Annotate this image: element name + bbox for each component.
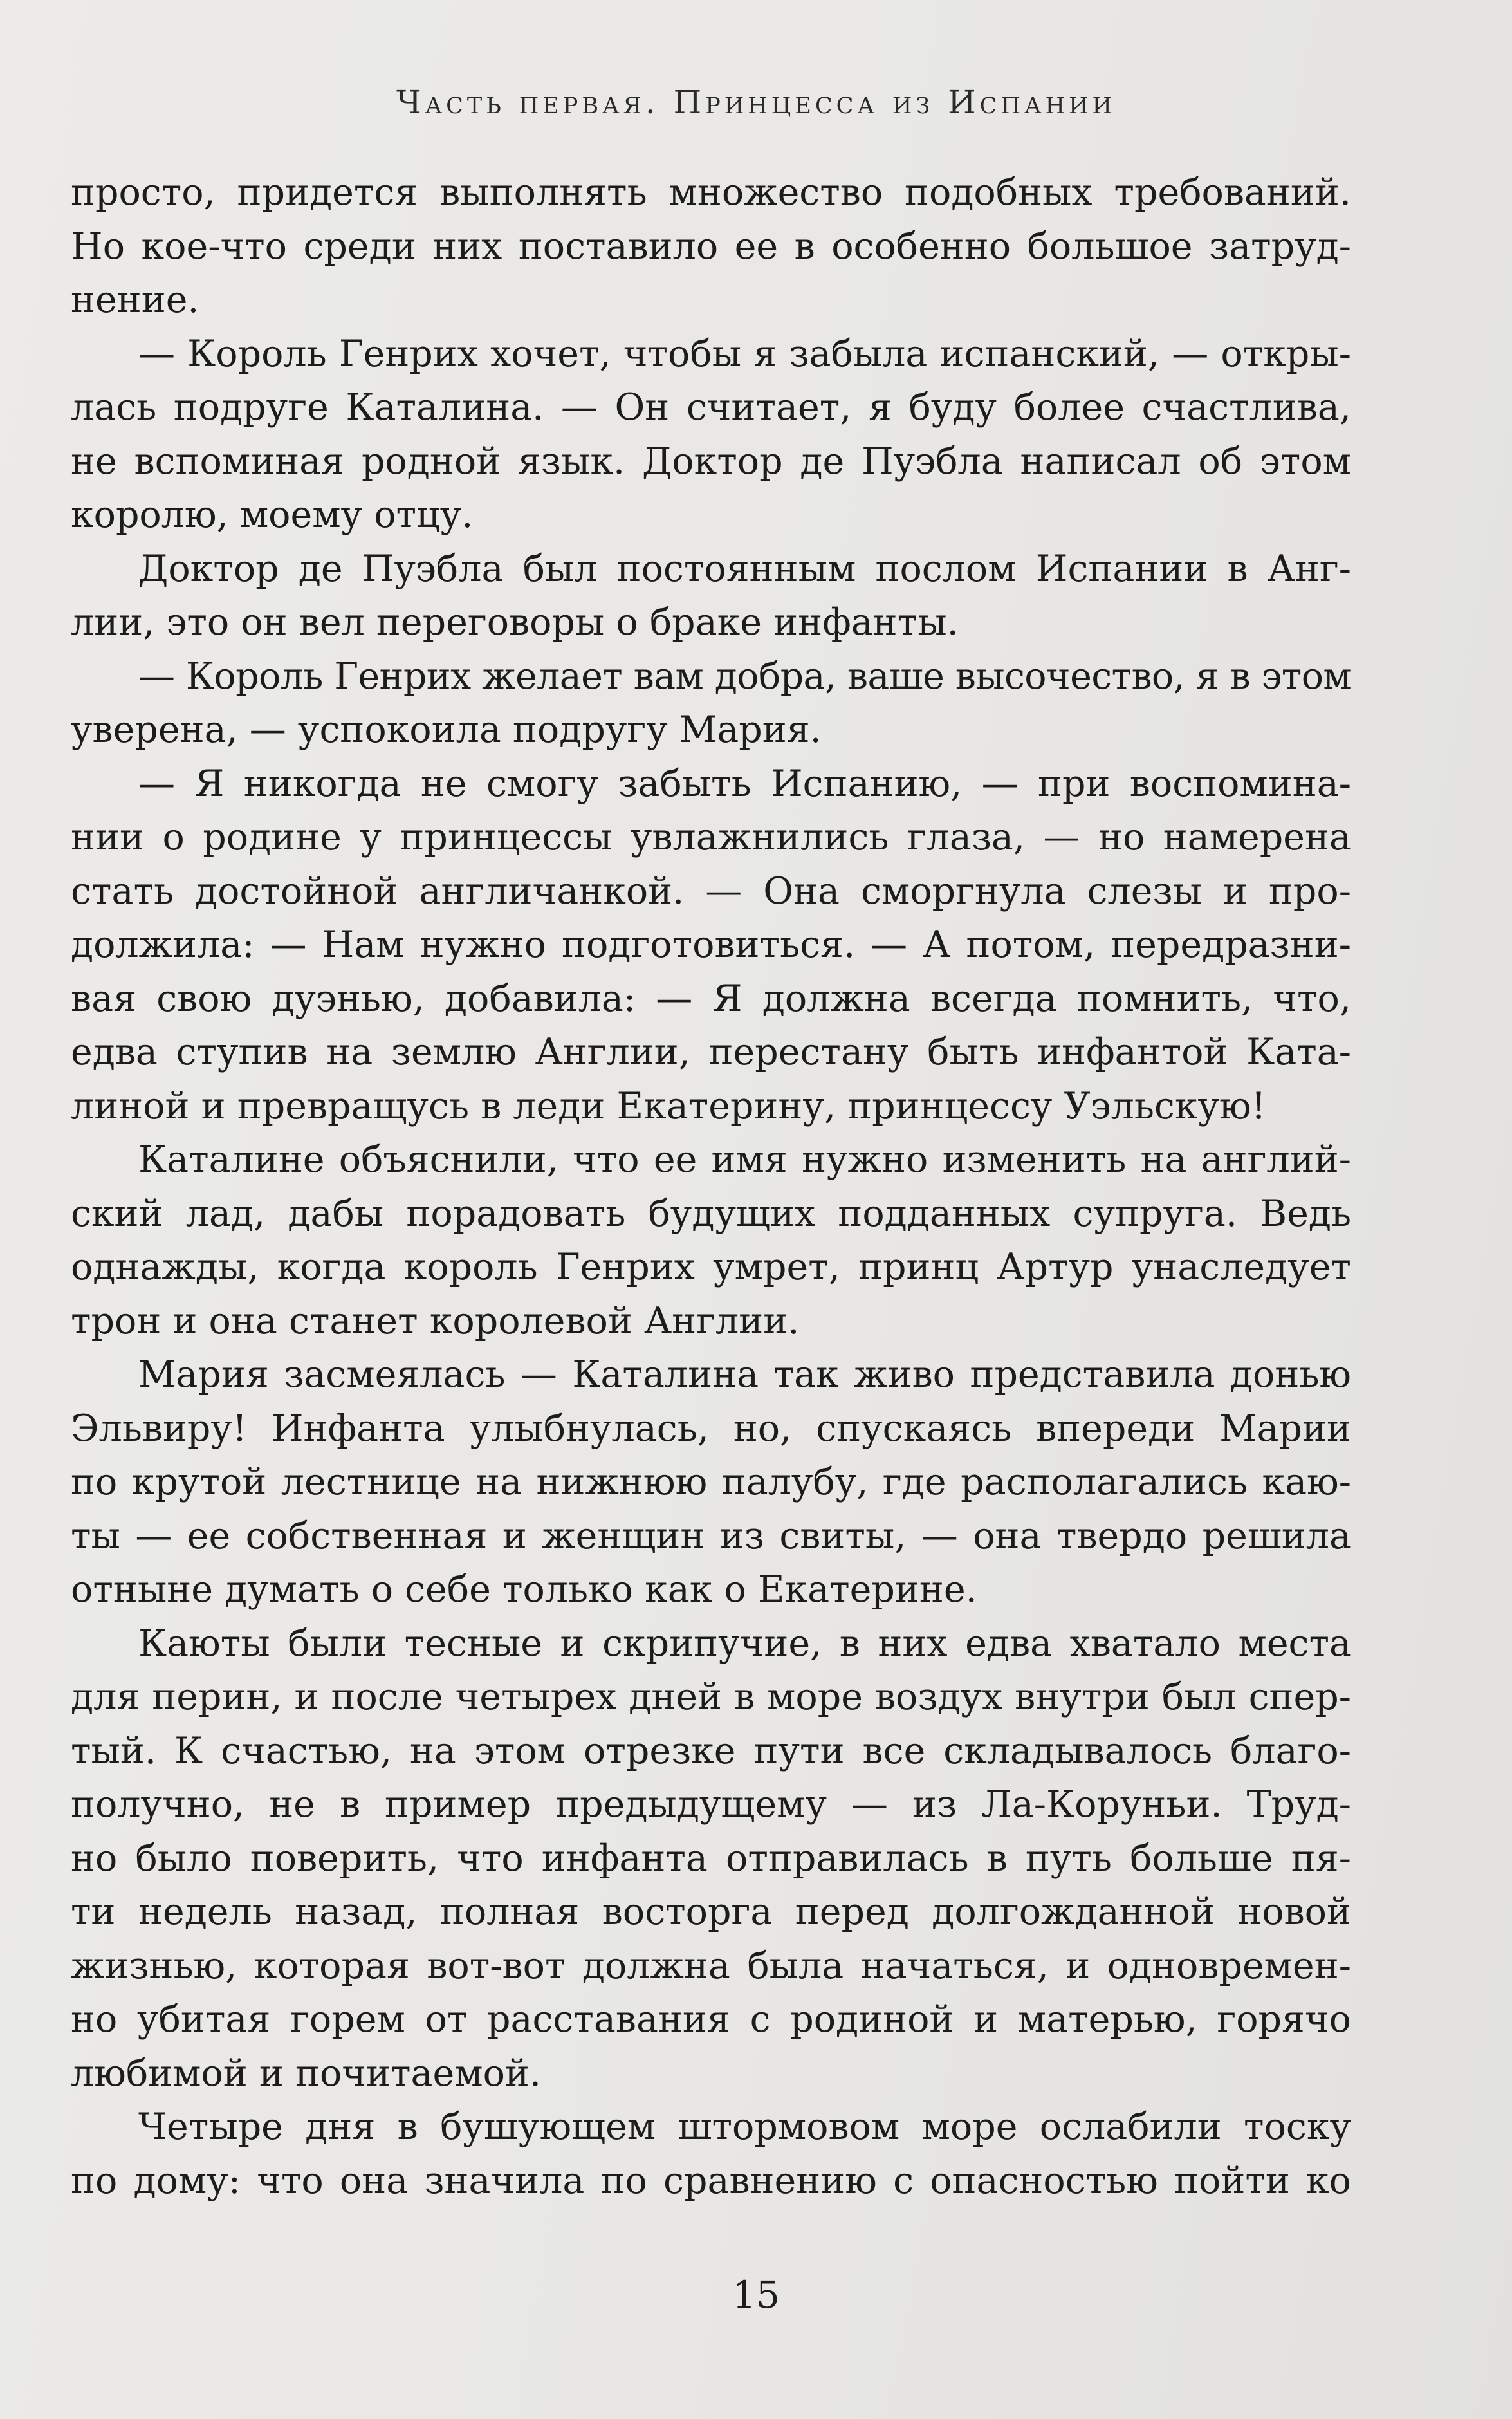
text-line-content: лии, это он вел переговоры о браке инфанты.: [71, 601, 959, 644]
text-line: [71, 1080, 1351, 1134]
text-line: [71, 703, 1351, 757]
text-line-content: нение.: [71, 279, 199, 321]
text-line: [71, 1725, 1351, 1779]
text-line: [71, 1295, 1351, 1349]
text-line-content: Доктор де Пуэбла был постоянным послом Испании в Анг-: [138, 547, 1351, 590]
text-line-content: получно, не в пример предыдущему — из Ла-Коруньи. Труд-: [71, 1783, 1351, 1826]
text-line-content: должила: — Нам нужно подготовиться. — А потом, передразни-: [71, 923, 1351, 966]
text-line: [71, 1456, 1351, 1510]
text-line: [71, 1187, 1351, 1241]
text-line-content: Четыре дня в бушующем штормовом море ослабили тоску: [138, 2106, 1351, 2148]
text-line: [71, 650, 1351, 704]
text-line: [71, 273, 1351, 328]
page-number: 15: [732, 2273, 780, 2317]
text-line: [71, 1993, 1351, 2047]
text-line: [71, 918, 1351, 972]
text-line: [71, 2047, 1351, 2101]
text-line-content: по дому: что она значила по сравнению с опасностью пойти ко: [71, 2159, 1351, 2202]
text-line-content: по крутой лестнице на нижнюю палубу, где располагались каю-: [71, 1461, 1351, 1503]
text-line-content: отныне думать о себе только как о Екатерине.: [71, 1568, 977, 1611]
text-line: [71, 542, 1351, 597]
text-line-content: Эльвиру! Инфанта улыбнулась, но, спускаясь впереди Марии: [71, 1407, 1351, 1450]
running-head: Часть первая. Принцесса из Испании: [396, 84, 1116, 121]
text-line-content: любимой и почитаемой.: [71, 2052, 542, 2095]
text-line-content: Каталине объяснили, что ее имя нужно изменить на англий-: [138, 1138, 1351, 1181]
text-line: [71, 1563, 1351, 1617]
text-line: [71, 1940, 1351, 1994]
text-line-content: жизнью, которая вот-вот должна была начаться, и одновремен-: [71, 1944, 1351, 1987]
text-line: [71, 596, 1351, 650]
text-line: [71, 1402, 1351, 1456]
text-line: [71, 328, 1351, 382]
text-line: [71, 811, 1351, 865]
text-line: [71, 1133, 1351, 1187]
text-line: [71, 1778, 1351, 1832]
text-line-content: для перин, и после четырех дней в море воздух внутри был спер-: [71, 1676, 1351, 1718]
text-line-content: но убитая горем от расставания с родиной и матерью, горячо: [71, 1998, 1351, 2041]
text-line: [71, 1832, 1351, 1886]
text-line-content: стать достойной англичанкой. — Она сморгнула слезы и про-: [71, 869, 1351, 913]
text-line: [71, 2100, 1351, 2155]
text-line: [71, 2155, 1351, 2209]
text-line-content: не вспоминая родной язык. Доктор де Пуэбла написал об этом: [71, 440, 1351, 483]
text-line-content: просто, придется выполнять множество подобных требований.: [71, 171, 1351, 214]
text-line: [71, 435, 1351, 489]
body-text: [71, 166, 1351, 2208]
text-line: [71, 381, 1351, 435]
text-line-content: тый. К счастью, на этом отрезке пути все складывалось благо-: [71, 1729, 1351, 1772]
text-line: [71, 166, 1351, 220]
text-line-content: но было поверить, что инфанта отправилась в путь больше пя-: [71, 1837, 1351, 1880]
text-line-content: — Я никогда не смогу забыть Испанию, — при воспомина-: [138, 762, 1351, 805]
text-line-content: ти недель назад, полная восторга перед долгожданной новой: [71, 1891, 1351, 1933]
text-line: [71, 865, 1351, 919]
text-line: [71, 220, 1351, 274]
text-line: [71, 488, 1351, 542]
text-line-content: нии о родине у принцессы увлажнились глаза, — но намерена: [71, 816, 1351, 858]
text-line: [71, 757, 1351, 811]
text-line-content: — Король Генрих хочет, чтобы я забыла испанский, — откры-: [138, 332, 1351, 375]
text-line-content: линой и превращусь в леди Екатерину, принцессу Уэльскую!: [71, 1084, 1266, 1127]
text-line: [71, 972, 1351, 1026]
text-line-content: трон и она станет королевой Англии.: [71, 1299, 800, 1342]
text-line-content: однажды, когда король Генрих умрет, принц Артур унаследует: [71, 1246, 1351, 1288]
text-line: [71, 1886, 1351, 1940]
text-line-content: Мария засмеялась — Каталина так живо представила донью: [138, 1353, 1351, 1396]
text-line-content: — Король Генрих желает вам добра, ваше высочество, я в этом: [138, 654, 1352, 698]
text-line-content: Каюты были тесные и скрипучие, в них едва хватало места: [138, 1622, 1351, 1665]
text-line: [71, 1348, 1351, 1402]
text-line-content: королю, моему отцу.: [71, 494, 474, 536]
text-line: [71, 1241, 1351, 1295]
text-line: [71, 1617, 1351, 1671]
text-line: [71, 1026, 1351, 1080]
text-line-content: уверена, — успокоила подругу Мария.: [71, 709, 822, 751]
text-line: [71, 1671, 1351, 1725]
text-line-content: Но кое-что среди них поставило ее в особенно большое затруд-: [71, 225, 1351, 268]
text-line: [71, 1510, 1351, 1564]
text-line-content: ский лад, дабы порадовать будущих подданных супруга. Ведь: [71, 1192, 1351, 1235]
text-line-content: лась подруге Каталина. — Он считает, я буду более счастлива,: [71, 386, 1351, 429]
text-line-content: вая свою дуэнью, добавила: — Я должна всегда помнить, что,: [71, 977, 1351, 1020]
text-line-content: ты — ее собственная и женщин из свиты, — она твердо решила: [71, 1514, 1351, 1557]
text-line-content: едва ступив на землю Англии, перестану быть инфантой Ката-: [71, 1031, 1351, 1073]
